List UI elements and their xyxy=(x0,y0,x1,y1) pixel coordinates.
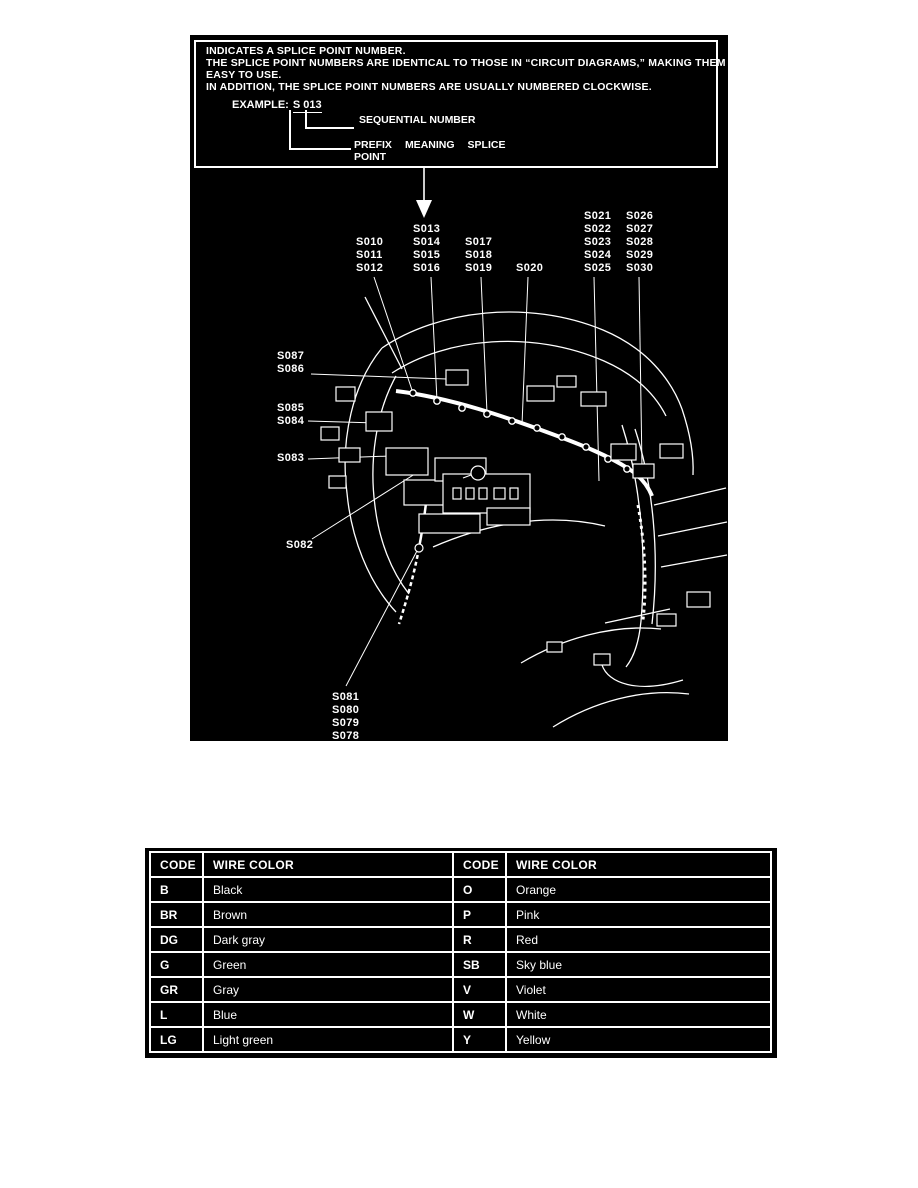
splice-label-column-1 xyxy=(356,236,383,275)
info-line-3: EASY TO USE. xyxy=(206,69,282,81)
info-line-4: IN ADDITION, THE SPLICE POINT NUMBERS ARE USUALLY NUMBERED CLOCKWISE. xyxy=(206,81,652,93)
splice-label: S030 xyxy=(626,262,654,274)
down-arrow-icon xyxy=(416,166,432,218)
table-row xyxy=(150,927,771,952)
splice-label-column-3 xyxy=(465,236,492,275)
color-cell: Sky blue xyxy=(506,952,771,977)
splice-label: S028 xyxy=(626,236,654,248)
splice-label-column-4 xyxy=(516,262,543,275)
wire-color-table-grid xyxy=(149,851,772,1053)
table-row xyxy=(150,977,771,1002)
splice-label-group-bottom xyxy=(332,691,359,741)
color-cell: Gray xyxy=(203,977,453,1002)
splice-label-group-s085 xyxy=(277,402,304,428)
code-cell: G xyxy=(150,952,203,977)
splice-label: S014 xyxy=(413,236,441,248)
splice-label: S016 xyxy=(413,262,441,274)
splice-label: S022 xyxy=(584,223,612,235)
splice-label: S018 xyxy=(465,249,493,261)
splice-label: S087 xyxy=(277,350,305,362)
code-cell: R xyxy=(453,927,506,952)
splice-label-group-s083 xyxy=(277,452,304,465)
splice-label: S020 xyxy=(516,262,544,274)
color-cell: Orange xyxy=(506,877,771,902)
color-cell: Black xyxy=(203,877,453,902)
splice-label: S010 xyxy=(356,236,384,248)
table-row xyxy=(150,1002,771,1027)
splice-label: S082 xyxy=(286,539,314,551)
splice-label: SPLICE xyxy=(467,139,506,151)
splice-label: S086 xyxy=(277,363,305,375)
point-label: POINT xyxy=(354,151,387,163)
splice-label-column-6 xyxy=(626,210,653,275)
splice-label-column-5 xyxy=(584,210,611,275)
splice-label: S023 xyxy=(584,236,612,248)
code-cell: SB xyxy=(453,952,506,977)
splice-label: S013 xyxy=(413,223,441,235)
color-cell: White xyxy=(506,1002,771,1027)
splice-label: S027 xyxy=(626,223,654,235)
info-line-1: INDICATES A SPLICE POINT NUMBER. xyxy=(206,45,406,57)
example-value: S 013 xyxy=(292,99,322,111)
code-cell: LG xyxy=(150,1027,203,1052)
color-cell: Light green xyxy=(203,1027,453,1052)
splice-label: S025 xyxy=(584,262,612,274)
prefix-label: PREFIX xyxy=(354,139,392,151)
color-cell: Yellow xyxy=(506,1027,771,1052)
table-row xyxy=(150,877,771,902)
code-cell: W xyxy=(453,1002,506,1027)
code-cell: DG xyxy=(150,927,203,952)
table-row xyxy=(150,902,771,927)
code-cell: Y xyxy=(453,1027,506,1052)
header-code-right: CODE xyxy=(453,852,506,877)
sequential-number-label: SEQUENTIAL NUMBER xyxy=(359,114,476,126)
color-cell: Green xyxy=(203,952,453,977)
splice-label-column-2 xyxy=(413,223,440,275)
splice-label: S026 xyxy=(626,210,654,222)
meaning-label: MEANING xyxy=(404,139,455,151)
splice-label: S079 xyxy=(332,717,360,729)
splice-label: S015 xyxy=(413,249,441,261)
splice-label: S084 xyxy=(277,415,305,427)
splice-label: S012 xyxy=(356,262,384,274)
table-row xyxy=(150,1027,771,1052)
color-cell: Violet xyxy=(506,977,771,1002)
splice-label: S024 xyxy=(584,249,612,261)
color-cell: Dark gray xyxy=(203,927,453,952)
wire-color-table xyxy=(145,848,777,1058)
splice-diagram-panel xyxy=(190,35,728,741)
splice-label: S080 xyxy=(332,704,360,716)
splice-label: S083 xyxy=(277,452,305,464)
connector-boxes xyxy=(321,370,710,665)
code-cell: GR xyxy=(150,977,203,1002)
code-cell: P xyxy=(453,902,506,927)
code-cell: V xyxy=(453,977,506,1002)
color-cell: Pink xyxy=(506,902,771,927)
splice-label: S029 xyxy=(626,249,654,261)
splice-label-group-s082 xyxy=(286,539,313,552)
color-cell: Brown xyxy=(203,902,453,927)
example-label: EXAMPLE: xyxy=(232,99,289,111)
color-cell: Red xyxy=(506,927,771,952)
splice-label: S078 xyxy=(332,730,360,741)
splice-label: S019 xyxy=(465,262,493,274)
info-line-2: THE SPLICE POINT NUMBERS ARE IDENTICAL TO THOSE IN “CIRCUIT DIAGRAMS,” MAKING THEM xyxy=(206,57,726,69)
color-cell: Blue xyxy=(203,1002,453,1027)
code-cell: L xyxy=(150,1002,203,1027)
code-cell: O xyxy=(453,877,506,902)
splice-label: S017 xyxy=(465,236,493,248)
ignition-knob xyxy=(471,466,485,480)
header-color-right: WIRE COLOR xyxy=(506,852,771,877)
splice-label: S011 xyxy=(356,249,383,261)
header-code-left: CODE xyxy=(150,852,203,877)
table-row xyxy=(150,952,771,977)
splice-label-group-s087 xyxy=(277,350,304,376)
splice-label: S021 xyxy=(584,210,612,222)
splice-label: S085 xyxy=(277,402,305,414)
lower-connector-wire xyxy=(602,665,683,686)
instrument-panel-illustration xyxy=(190,35,728,741)
header-color-left: WIRE COLOR xyxy=(203,852,453,877)
code-cell: BR xyxy=(150,902,203,927)
splice-label: S081 xyxy=(332,691,360,703)
table-header-row xyxy=(150,852,771,877)
code-cell: B xyxy=(150,877,203,902)
